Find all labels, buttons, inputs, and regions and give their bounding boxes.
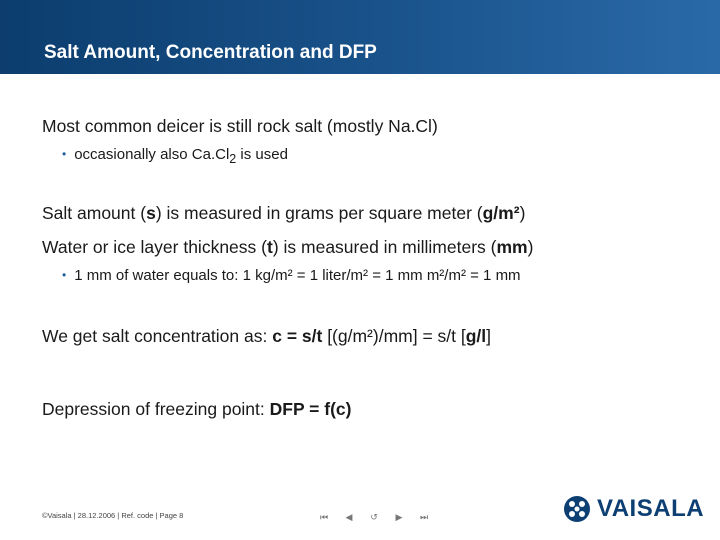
last-slide-icon[interactable]: ⏭	[419, 512, 429, 522]
logo-text: VAISALA	[597, 495, 705, 522]
next-slide-icon[interactable]: ▶	[395, 512, 403, 522]
sub-bullet-water-equals: • 1 mm of water equals to: 1 kg/m² = 1 liter/m² = 1 mm m²/m² = 1 mm	[62, 267, 521, 284]
vaisala-emblem-icon	[563, 495, 591, 523]
sub-bullet-cacl2: • occasionally also $Ca.Cl_2$ is used	[62, 146, 288, 166]
bullet-icon: •	[62, 147, 67, 161]
return-icon[interactable]: ↺	[370, 512, 378, 522]
text-line-dfp: Depression of freezing point: DFP = f(c)	[42, 399, 352, 419]
slide-navigation	[317, 512, 431, 523]
text-line-thickness: Water or ice layer thickness (t) is measured in millimeters (mm)	[42, 237, 534, 257]
text-line-concentration: We get salt concentration as: c = s/t [(g/m²)/mm] = s/t [g/l]	[42, 326, 492, 346]
text-line-deicer: Most common deicer is still rock salt (mostly Na.Cl)	[42, 116, 438, 136]
text-line-salt-amount: Salt amount (s) is measured in grams per square meter (g/m²)	[42, 203, 526, 223]
footer-text: ©Vaisala | 28.12.2006 | Ref. code | Page 8	[42, 511, 184, 520]
bullet-icon: •	[62, 268, 67, 282]
first-slide-icon[interactable]: ⏮	[319, 512, 329, 522]
subscript: 2	[229, 152, 237, 166]
vaisala-logo	[563, 494, 704, 524]
header-bar	[0, 0, 720, 74]
previous-slide-icon[interactable]: ◀	[345, 512, 353, 522]
slide-title: Salt Amount, Concentration and DFP	[44, 42, 377, 63]
